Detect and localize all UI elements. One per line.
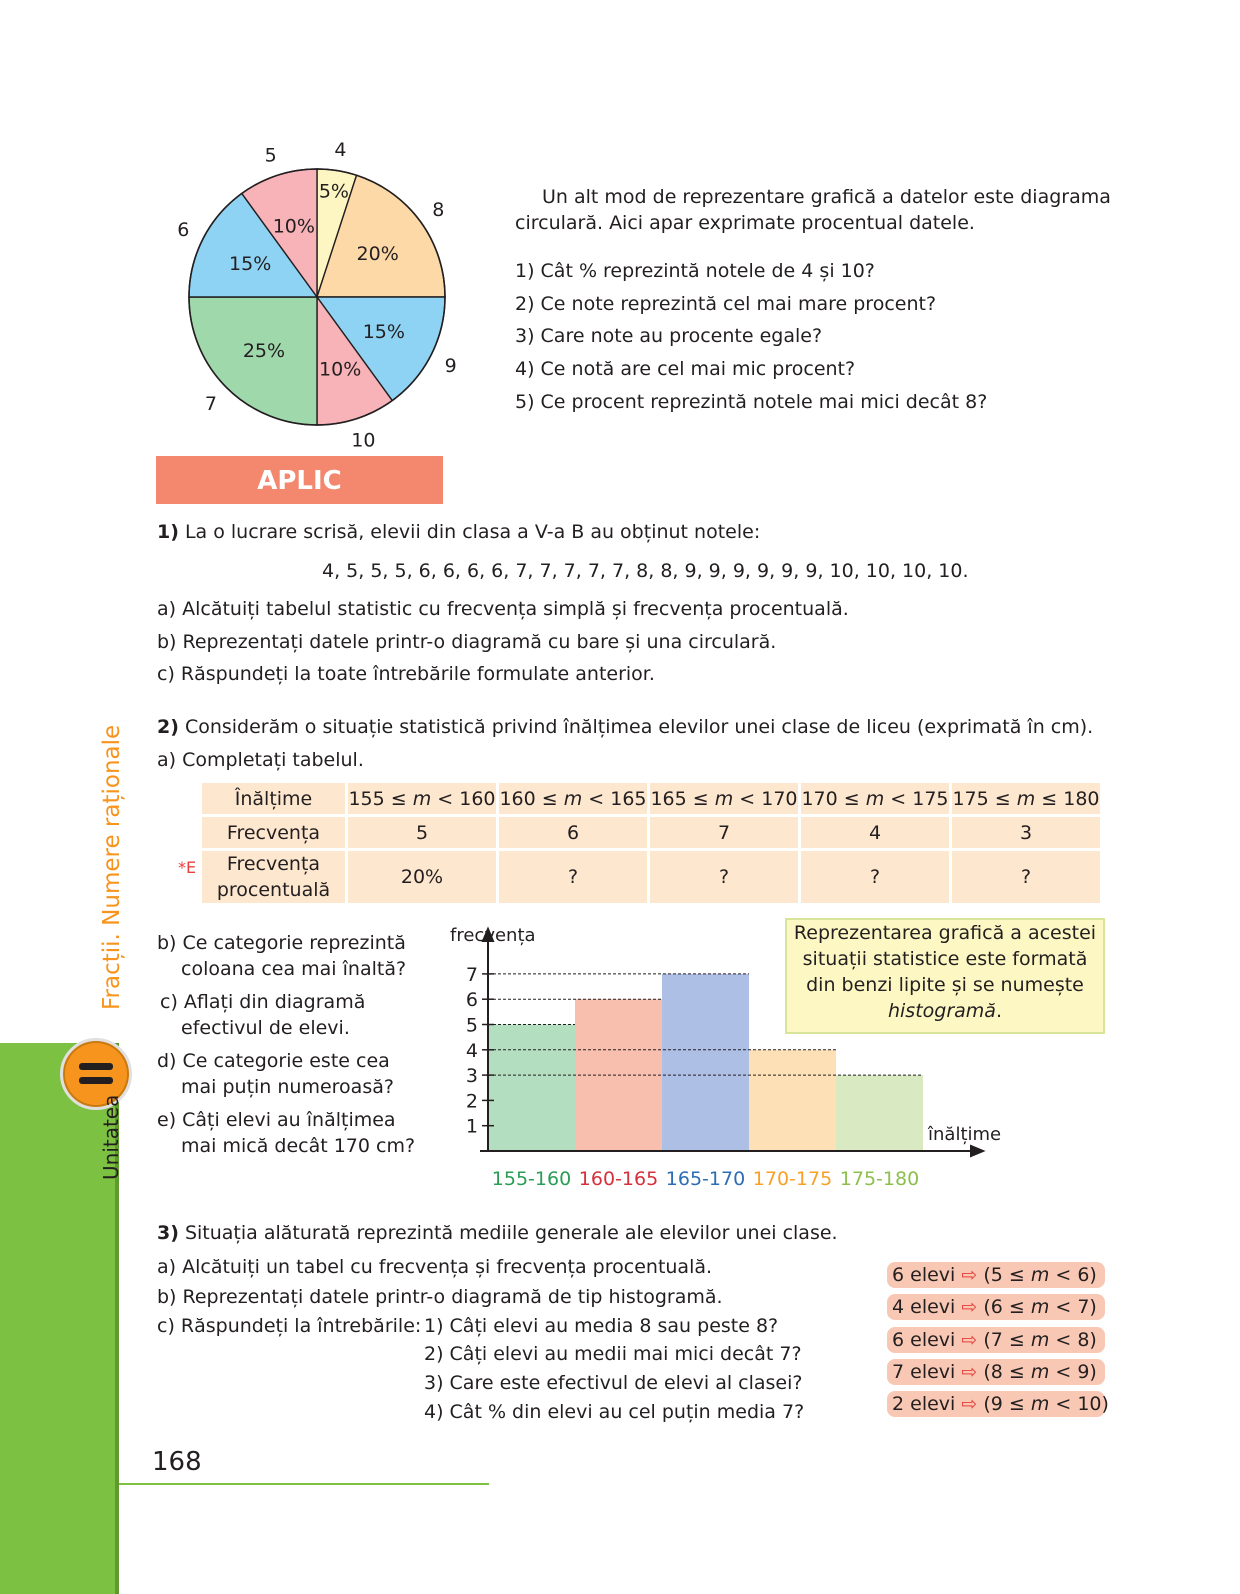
frequency-cell: 5 — [348, 817, 496, 848]
note-line: histogramă. — [887, 1000, 1002, 1022]
histogram-category-label: 175-180 — [839, 1168, 920, 1190]
ex2-question-d-2: mai puțin numeroasă? — [181, 1076, 394, 1098]
pie-percent-label: 15% — [362, 321, 405, 344]
ex3-statement — [157, 1221, 838, 1245]
histogram-note — [785, 918, 1105, 1034]
ex1-statement — [157, 520, 760, 544]
footer-line — [119, 1483, 489, 1485]
interval-cell: 160 ≤ m < 165 — [499, 783, 647, 814]
pie-percent-label: 5% — [318, 180, 349, 203]
height-frequency-table — [199, 780, 1103, 906]
frequency-cell: 6 — [499, 817, 647, 848]
ex3-question-4: 4) Cât % din elevi au cel puțin media 7? — [424, 1401, 805, 1423]
ex1-c: c) Răspundeți la toate întrebările formulate anterior. — [157, 663, 655, 685]
roman-two-bar — [79, 1063, 113, 1070]
table-row — [202, 783, 1100, 814]
pie-percent-label: 10% — [319, 358, 362, 381]
arrow-right-icon: ⇨ — [961, 1264, 978, 1286]
pie-chart — [150, 140, 470, 450]
intro-question-4: 4) Ce notă are cel mai mic procent? — [515, 358, 856, 380]
intro-question-1: 1) Cât % reprezintă notele de 4 și 10? — [515, 260, 875, 282]
pie-percent-label: 15% — [229, 252, 272, 275]
histogram-category-label: 170-175 — [752, 1168, 833, 1190]
percent-cell: ? — [499, 851, 647, 903]
intro-line-1: Un alt mod de reprezentare grafică a datelor este diagrama — [542, 186, 1111, 208]
pie-grade-label: 4 — [334, 140, 347, 161]
note-line: Reprezentarea grafică a acestei — [793, 922, 1097, 944]
percent-cell: ? — [952, 851, 1100, 903]
frequency-cell: 4 — [801, 817, 949, 848]
ex3-question-2: 2) Câți elevi au medii mai mici decât 7? — [424, 1343, 802, 1365]
ex3-c: c) Răspundeți la întrebările: — [157, 1315, 422, 1337]
histogram-y-tick-label: 7 — [465, 963, 478, 986]
percent-cell: ? — [650, 851, 798, 903]
histogram-y-tick-label: 3 — [465, 1065, 478, 1088]
roman-two-bar — [79, 1077, 113, 1084]
average-group: 6 elevi ⇨ (7 ≤ m < 8) — [887, 1327, 1105, 1353]
pie-grade-label: 5 — [264, 144, 277, 167]
intro-question-3: 3) Care note au procente egale? — [515, 325, 823, 347]
pie-percent-label: 25% — [242, 340, 286, 363]
ex2-question-c-2: efectivul de elevi. — [181, 1017, 350, 1039]
chapter-title: Fracții. Numere raționale — [99, 724, 125, 1010]
histogram-bar — [488, 1025, 575, 1152]
interval-cell: 170 ≤ m < 175 — [801, 783, 949, 814]
average-group: 2 elevi ⇨ (9 ≤ m < 10) — [887, 1391, 1105, 1417]
histogram-bar — [662, 974, 749, 1151]
pie-grade-label: 8 — [432, 198, 445, 221]
extension-marker: *E — [178, 858, 197, 877]
pie-grade-label: 6 — [177, 218, 190, 241]
intro-question-2: 2) Ce note reprezintă cel mai mare procent? — [515, 293, 937, 315]
pie-percent-label: 20% — [356, 242, 399, 265]
percent-cell: ? — [801, 851, 949, 903]
ex2-question-b-1: b) Ce categorie reprezintă — [157, 932, 406, 954]
histogram-y-tick-label: 2 — [465, 1090, 478, 1113]
ex1-number: 1) — [157, 521, 179, 543]
ex3-a: a) Alcătuiți un tabel cu frecvența și frecvența procentuală. — [157, 1256, 713, 1278]
histogram-x-label: înălțime — [928, 1124, 1002, 1145]
ex2-number: 2) — [157, 716, 179, 738]
interval-cell: 165 ≤ m < 170 — [650, 783, 798, 814]
histogram-y-tick-label: 4 — [465, 1039, 478, 1062]
table-row — [202, 851, 1100, 903]
pie-percent-label: 10% — [272, 215, 315, 238]
histogram-y-tick-label: 1 — [465, 1115, 478, 1138]
histogram-bar — [749, 1050, 836, 1151]
pie-grade-label: 10 — [351, 429, 376, 450]
ex2-question-e-1: e) Câți elevi au înălțimea — [157, 1109, 396, 1131]
ex3-text: Situația alăturată reprezintă mediile generale ale elevilor unei clase. — [178, 1222, 838, 1244]
histogram-category-label: 155-160 — [491, 1168, 572, 1190]
average-group: 4 elevi ⇨ (6 ≤ m < 7) — [887, 1294, 1105, 1320]
average-group: 6 elevi ⇨ (5 ≤ m < 6) — [887, 1262, 1105, 1288]
histogram-y-label: frecvența — [450, 925, 536, 946]
ex2-question-c-1: c) Aflați din diagramă — [160, 991, 366, 1013]
histogram-bar — [836, 1075, 923, 1151]
note-line: situații statistice este formată — [802, 948, 1088, 970]
ex1-grades: 4, 5, 5, 5, 6, 6, 6, 6, 7, 7, 7, 7, 7, 8, 8, 9, 9, 9, 9, 9, 9, 10, 10, 10, 10. — [322, 560, 969, 582]
row-header-height: Înălțime — [202, 783, 345, 814]
unit-label: Unitatea — [99, 1094, 123, 1180]
frequency-cell: 3 — [952, 817, 1100, 848]
ex2-question-e-2: mai mică decât 170 cm? — [181, 1135, 416, 1157]
table-row — [202, 817, 1100, 848]
aplic-banner: APLIC — [156, 456, 443, 504]
average-group: 7 elevi ⇨ (8 ≤ m < 9) — [887, 1359, 1105, 1385]
page-number: 168 — [152, 1447, 202, 1477]
pie-grade-label: 9 — [444, 355, 457, 378]
histogram-category-label: 165-170 — [665, 1168, 746, 1190]
frequency-cell: 7 — [650, 817, 798, 848]
ex1-b: b) Reprezentați datele printr-o diagramă cu bare și una circulară. — [157, 631, 777, 653]
histogram-y-tick-label: 6 — [465, 989, 478, 1012]
ex1-a: a) Alcătuiți tabelul statistic cu frecvența simplă și frecvența procentuală. — [157, 598, 849, 620]
ex2-question-d-1: d) Ce categorie este cea — [157, 1050, 390, 1072]
histogram-category-label: 160-165 — [578, 1168, 659, 1190]
interval-cell: 155 ≤ m < 160 — [348, 783, 496, 814]
ex2-a: a) Completați tabelul. — [157, 749, 364, 771]
ex2-statement — [157, 715, 1093, 739]
row-header-percent: Frecvența procentuală — [202, 851, 345, 903]
intro-line-2: circulară. Aici apar exprimate procentual datele. — [515, 212, 975, 234]
histogram-y-tick-label: 5 — [465, 1014, 478, 1037]
row-header-frequency: Frecvența — [202, 817, 345, 848]
ex2-text: Considerăm o situație statistică privind înălțimea elevilor unei clase de liceu (exprimată în cm). — [178, 716, 1094, 738]
intro-question-5: 5) Ce procent reprezintă notele mai mici decât 8? — [515, 391, 988, 413]
arrow-right-icon: ⇨ — [961, 1296, 978, 1318]
ex1-text: La o lucrare scrisă, elevii din clasa a V-a B au obținut notele: — [178, 521, 761, 543]
arrow-right-icon: ⇨ — [961, 1361, 978, 1383]
arrow-right-icon: ⇨ — [961, 1393, 978, 1415]
interval-cell: 175 ≤ m ≤ 180 — [952, 783, 1100, 814]
pie-grade-label: 7 — [204, 393, 217, 416]
ex3-b: b) Reprezentați datele printr-o diagramă de tip histogramă. — [157, 1286, 723, 1308]
ex3-question-3: 3) Care este efectivul de elevi al clasei? — [424, 1372, 803, 1394]
note-line: din benzi lipite și se numește — [806, 974, 1084, 996]
arrow-right-icon: ⇨ — [961, 1329, 978, 1351]
ex3-question-1: 1) Câți elevi au media 8 sau peste 8? — [424, 1315, 779, 1337]
percent-cell: 20% — [348, 851, 496, 903]
ex2-question-b-2: coloana cea mai înaltă? — [181, 958, 407, 980]
ex3-number: 3) — [157, 1222, 179, 1244]
